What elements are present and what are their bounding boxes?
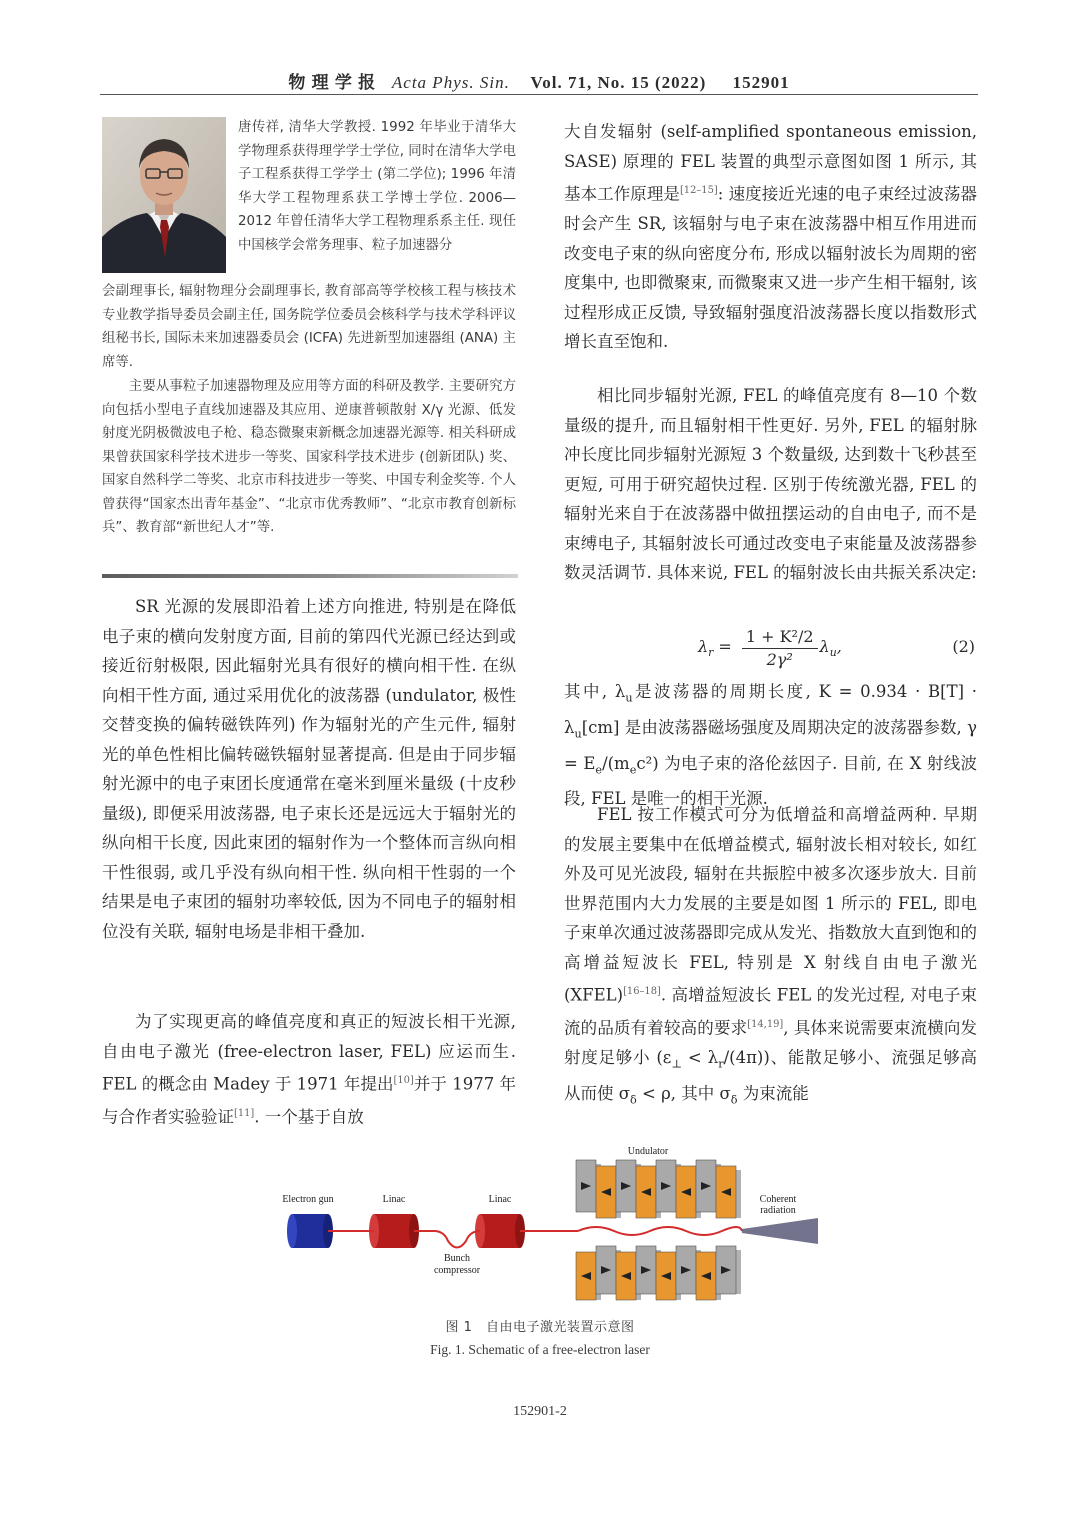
label-linac-2: Linac [488,1194,512,1205]
label-coherent: Coherent [759,1194,797,1205]
electron-gun-icon [287,1214,333,1248]
text: 大自发辐射 (self-amplified spontaneous emission, SASE) 原理的 FEL 装置的典型示意图如图 1 所示, 其基本工作原理是 [564,122,977,204]
figure-caption-cn: 图 1 自由电子激光装置示意图 [445,1320,635,1335]
right-column-paragraph-2 [564,381,977,588]
undulator-magnet-bottom-shadow [736,1250,741,1294]
citation[interactable]: [14,19] [747,1019,784,1030]
citation[interactable]: [16–18] [623,986,661,997]
label-compressor: compressor [433,1265,481,1276]
figure-1-fel-schematic [262,1142,818,1302]
equation-denominator: 2γ² [766,650,793,669]
paragraph: SR 光源的发展即沿着上述方向推进, 特别是在降低电子束的横向发射度方面, 目前的第四代光源已经达到或接近衍射极限, 因此辐射光具有很好的横向相干性. 在纵向相干性方面, 通过采用优化的波荡器 (undulator, 极性交替变换的偏转磁铁阵列) 作为辐射光的产生元件, 辐射光的单色性相比偏转磁铁辐射显著提高. 但是由于同步辐射光源中的电子束团长度通常在毫米到厘米量级 (十皮秒量级), 即便采用波荡器, 电子束长还是远远大于辐射光的纵向相干长度, 因此束团的辐射作为一个整体而言纵向相干性很弱, 或几乎没有纵向相干性. 纵向相干性弱的一个结果是电子束团的辐射功率较低, 因为不同电子的辐射相位没有关联, 辐射电场是非相干叠加. [102,597,516,941]
equation-lhs: $\lambda_r$ = [698,637,732,660]
author-photo [102,117,226,273]
equation-2 [564,622,977,672]
equation-numerator: 1 + K²/2 [742,626,818,649]
equation-body [698,626,842,671]
label-electron-gun: Electron gun [282,1194,334,1205]
running-header [100,68,978,94]
linac-1-icon [369,1214,419,1248]
label-radiation: radiation [760,1205,796,1216]
author-bio-part2: 会副理事长, 辐射物理分会副理事长, 教育部高等学校核工程与核技术专业教学指导委员会副主任, 国务院学位委员会核科学与技术学科评议组秘书长, 国际未来加速器委员会 (ICFA) 先进新型加速器组 (ANA) 主席等. [102,284,516,370]
citation[interactable]: [12–15] [679,185,718,196]
citation[interactable]: [11] [234,1108,255,1119]
undulator-magnet-top-shadow [736,1170,741,1218]
label-linac-1: Linac [382,1194,406,1205]
text: . 一个基于自放 [254,1107,364,1127]
linac-2-icon [475,1214,525,1248]
text: 并于 1977 年与合作者实验验证 [102,1074,517,1127]
figure-caption-en: Fig. 1. Schematic of a free-electron laser [430,1342,650,1357]
volume-info: Vol. 71, No. 15 (2022) [530,73,707,92]
header-rule [100,94,978,95]
paragraph: FEL 按工作模式可分为低增益和高增益两种. 早期的发展主要集中在低增益模式, 辐射波长相对较长, 如红外及可见光波段, 辐射在共振腔中被多次逐步放大. 目前世界范围内大力发展的主要是如图 1 所示的 FEL, 即电子束单次通过波荡器即完成从发光、指数放大直到饱和的高增益短波长 FEL, 特别是 X 射线自由电子激光 (XFEL)[16–18]. 高增益短波长 FEL 的发光过程, 对电子束流的品质有着较高的要求[14,19], 具体来说需要束流横向发射度足够小 $(\varepsilon_\perp < \lambda_r/(4\pi))$、能散足够小、流强足够高从而使 $\sigma_\delta < \rho$, 其中 $\sigma_\delta$ 为束流能 [564,805,978,1107]
author-bio-part1: 唐传祥, 清华大学教授. 1992 年毕业于清华大学物理系获得理学学士学位, 同时在清华大学电子工程系获得工学学士 (第二学位); 1996 年清华大学工程物理系获工学博士学位. 2006—2012 年曾任清华大学工程物理系系主任. 现任中国核学会常务理事、粒子加速器分 [238,120,516,253]
paragraph [102,1007,516,1132]
page-number: 152901-2 [513,1404,567,1419]
paragraph: 其中, $\lambda_u$是波荡器的周期长度, $K = 0.934 \cdot B[T] \cdot \lambda_u[cm]$ 是由波荡器磁场强度及周期决定的波荡器参数, $\gamma = E_e/(m_ec^2)$ 为电子束的洛伦兹因子. 目前, 在 X 射线波段, FEL 是唯一的相干光源. [564,682,977,809]
paragraph [564,117,977,357]
bio-separator [102,574,518,578]
undulator-top-magnets [576,1160,741,1218]
article-id: 152901 [732,73,790,92]
right-column-paragraph-3 [564,677,977,814]
label-undulator: Undulator [627,1146,669,1157]
undulator-bottom-magnets [576,1246,741,1300]
journal-name-cn: 物 理 学 报 [288,73,377,92]
left-column-paragraph-2 [102,1007,516,1132]
text: : 速度接近光速的电子束经过波荡器时会产生 SR, 该辐射与电子束在波荡器中相互作用进而改变电子束的纵向密度分布, 形成以辐射波长为周期的密度集中, 也即微聚束, 而微聚束又进一步产生相干辐射, 该过程形成正反馈, 导致辐射强度沿波荡器长度以指数形式增长直至饱和. [564,184,977,351]
citation[interactable]: [10] [393,1075,414,1086]
right-column-paragraph-1 [564,117,977,357]
author-bio-research: 主要从事粒子加速器物理及应用等方面的科研及教学. 主要研究方向包括小型电子直线加速器及其应用、逆康普顿散射 X/γ 光源、低发射度光阴极微波电子枪、稳态微聚束新概念加速器光源等. 相关科研成果曾获国家科学技术进步一等奖、国家科学技术进步 (创新团队) 奖、国家自然科学二等奖、北京市科技进步一等奖、中国专利金奖等. 个人曾获得“国家杰出青年基金”、“北京市优秀教师”、“北京市教育创新标兵”、教育部“新世纪人才”等. [102,379,516,535]
journal-name-en: Acta Phys. Sin. [391,73,510,92]
electron-beam-path [328,1231,578,1248]
coherent-radiation-beam [742,1218,818,1244]
equation-number: (2) [952,637,975,656]
undulator-beam-path [578,1227,742,1235]
label-bunch: Bunch [443,1253,471,1264]
equation-rhs: $\lambda_u$, [819,637,842,660]
paragraph: 相比同步辐射光源, FEL 的峰值亮度有 8—10 个数量级的提升, 而且辐射相干性更好. 另外, FEL 的辐射脉冲长度比同步辐射光源短 3 个数量级, 达到数十飞秒甚至更短, 可用于研究超快过程. 区别于传统激光器, FEL 的辐射光来自于在波荡器中做扭摆运动的自由电子, 而不是束缚电子, 其辐射波长可通过改变电子束能量及波荡器参数灵活调节. 具体来说, FEL 的辐射波长由共振关系决定: [564,386,977,582]
equation-fraction [742,626,818,671]
text: 为了实现更高的峰值亮度和真正的短波长相干光源, 自由电子激光 (free-electron laser, FEL) 应运而生. FEL 的概念由 Madey 于 1971 年提出 [102,1012,516,1094]
left-column-paragraph-1 [102,592,516,946]
right-column-paragraph-4 [564,800,977,1115]
